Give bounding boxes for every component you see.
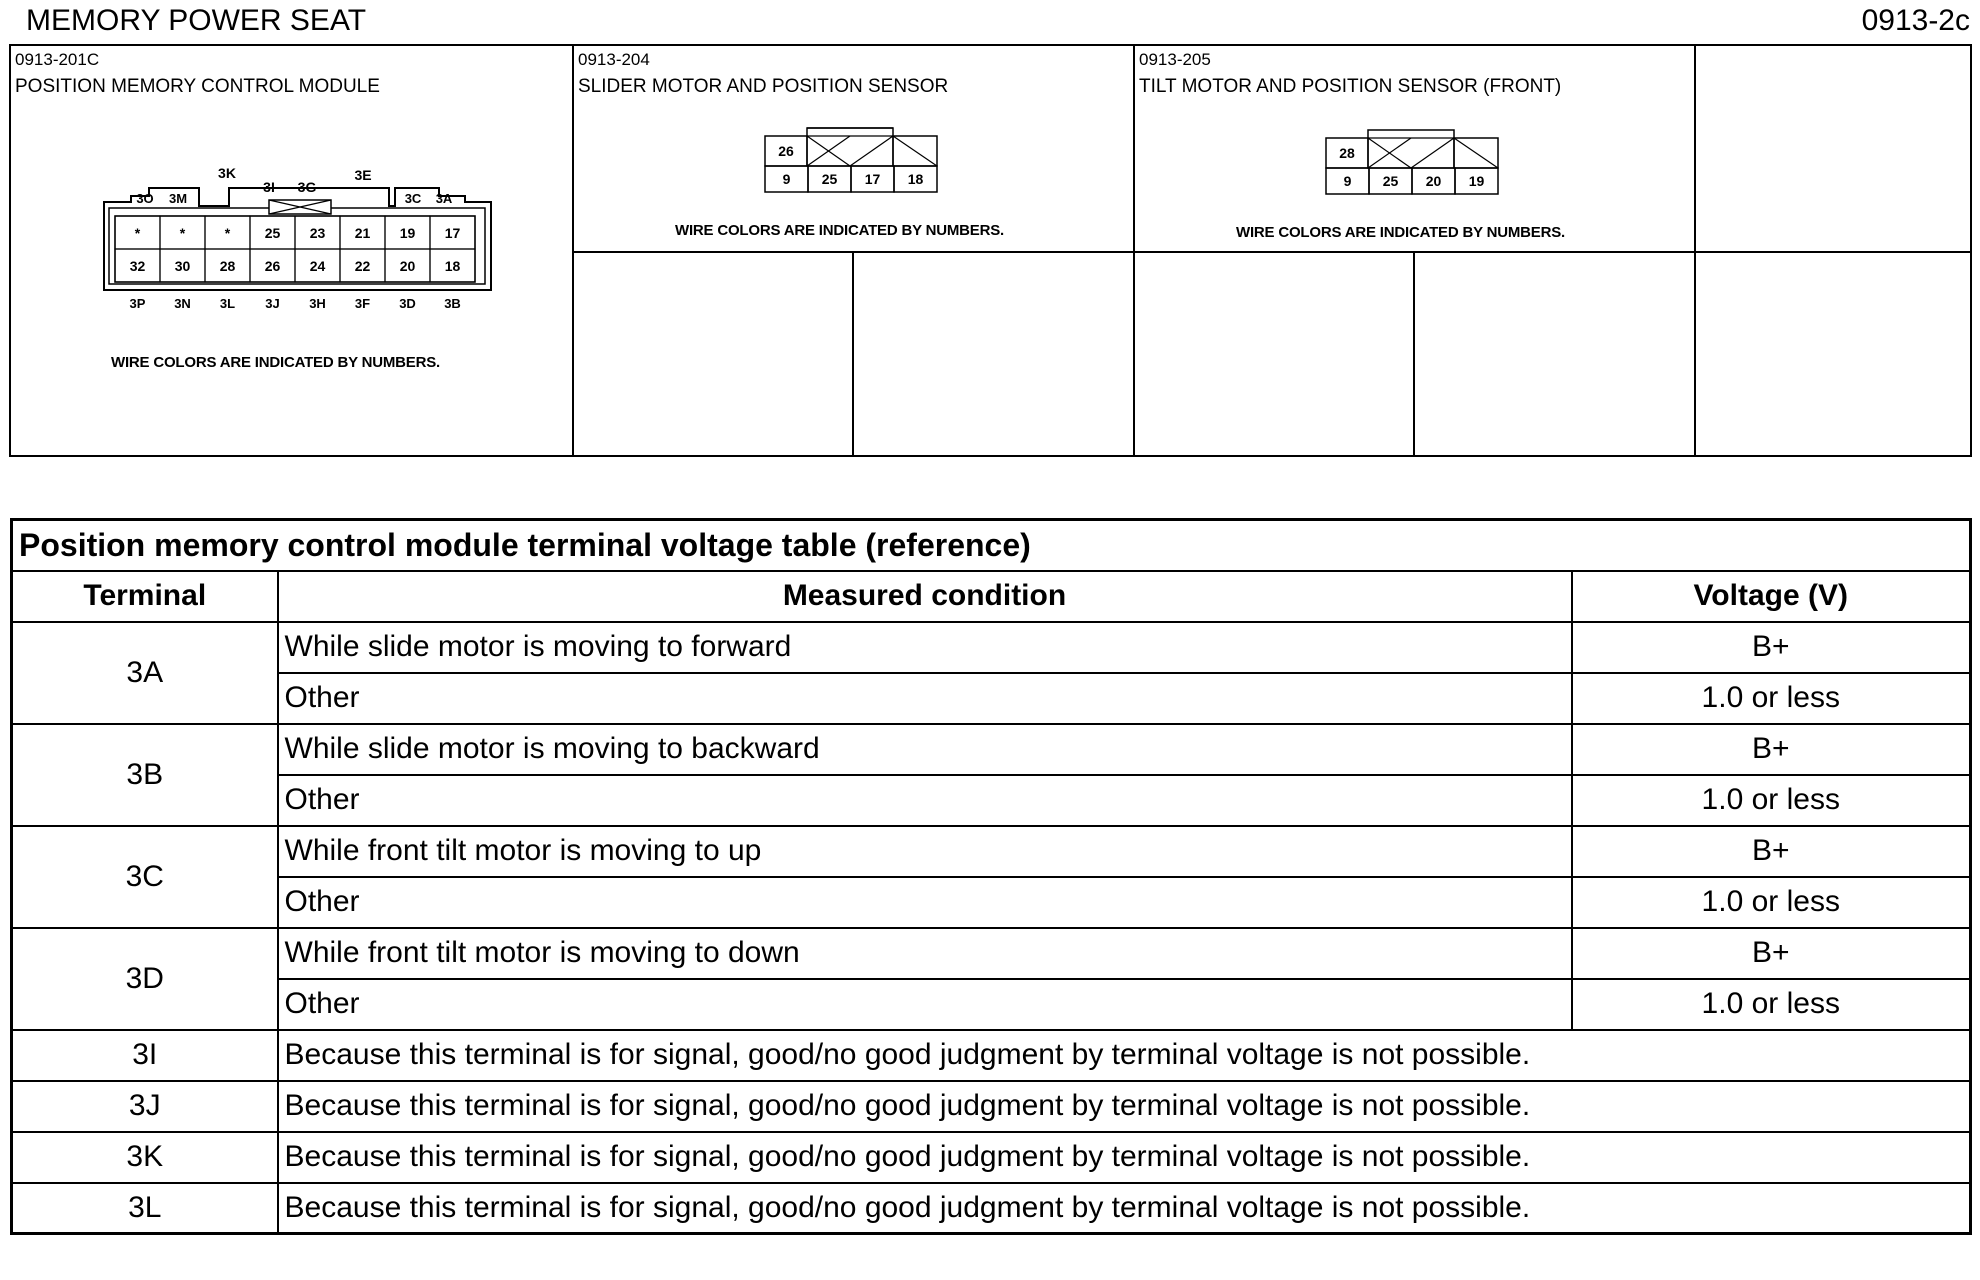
condition-cell: While slide motor is moving to forward xyxy=(278,622,1572,673)
terminal-cell: 3I xyxy=(12,1030,278,1081)
pin-number: 17 xyxy=(444,225,461,241)
pin-number: 19 xyxy=(1468,173,1485,189)
divider xyxy=(852,251,854,455)
connector-title: SLIDER MOTOR AND POSITION SENSOR xyxy=(578,76,949,97)
condition-cell: Other xyxy=(278,877,1572,928)
voltage-cell: 1.0 or less xyxy=(1572,979,1971,1030)
pin-number: 9 xyxy=(1343,173,1352,189)
pin-number: 18 xyxy=(444,258,461,274)
table-row xyxy=(12,1183,1971,1234)
pin-label: 3C xyxy=(404,191,422,206)
connector-diagram-pmcm xyxy=(99,158,499,328)
connector-title: TILT MOTOR AND POSITION SENSOR (FRONT) xyxy=(1139,76,1562,97)
pin-number: 26 xyxy=(264,258,281,274)
page-code: 0913-2c xyxy=(1861,4,1970,37)
pin-label: 3D xyxy=(399,296,416,311)
condition-cell: While front tilt motor is moving to up xyxy=(278,826,1572,877)
connector-code: 0913-201C xyxy=(15,50,100,69)
terminal-cell: 3B xyxy=(12,724,278,826)
pin-label: 3I xyxy=(263,179,275,195)
connector-diagram-slider xyxy=(763,124,943,204)
note-cell: Because this terminal is for signal, good/no good judgment by terminal voltage is not possible. xyxy=(278,1030,1971,1081)
table-row xyxy=(12,826,1971,877)
voltage-cell: 1.0 or less xyxy=(1572,775,1971,826)
connector-note: WIRE COLORS ARE INDICATED BY NUMBERS. xyxy=(111,354,441,371)
pin-number: 32 xyxy=(129,258,146,274)
condition-cell: While front tilt motor is moving to down xyxy=(278,928,1572,979)
pin-label: 3O xyxy=(136,191,154,206)
pin-number: 20 xyxy=(1425,173,1442,189)
terminal-cell: 3L xyxy=(12,1183,278,1234)
terminal-cell: 3K xyxy=(12,1132,278,1183)
condition-cell: Other xyxy=(278,979,1572,1030)
note-cell: Because this terminal is for signal, good/no good judgment by terminal voltage is not possible. xyxy=(278,1183,1971,1234)
pin-number: 24 xyxy=(309,258,326,274)
table-row xyxy=(12,724,1971,775)
pin-label: 3F xyxy=(354,296,371,311)
terminal-cell: 3D xyxy=(12,928,278,1030)
pin-number: 26 xyxy=(778,143,794,159)
pin-label: 3J xyxy=(265,296,280,311)
voltage-table xyxy=(10,518,1972,1235)
pin-label: 3N xyxy=(174,296,191,311)
voltage-cell: 1.0 or less xyxy=(1572,877,1971,928)
condition-cell: While slide motor is moving to backward xyxy=(278,724,1572,775)
pin-number: 9 xyxy=(782,171,791,187)
pin-label: 3H xyxy=(309,296,326,311)
connector-diagram-tilt xyxy=(1324,126,1504,206)
pin-number: 28 xyxy=(219,258,236,274)
header-terminal: Terminal xyxy=(12,571,278,622)
condition-cell: Other xyxy=(278,673,1572,724)
connector-code: 0913-204 xyxy=(578,50,650,69)
connector-frame xyxy=(9,44,1972,457)
pin-number: * xyxy=(134,225,141,241)
connector-note: WIRE COLORS ARE INDICATED BY NUMBERS. xyxy=(675,222,1005,239)
connector-code: 0913-205 xyxy=(1139,50,1211,69)
connector-housing-inner xyxy=(109,208,485,284)
condition-cell: Other xyxy=(278,775,1572,826)
table-row xyxy=(12,673,1971,724)
pin-number: * xyxy=(224,225,231,241)
divider xyxy=(572,251,1970,253)
terminal-cell: 3A xyxy=(12,622,278,724)
table-row xyxy=(12,979,1971,1030)
pin-label: 3B xyxy=(444,296,461,311)
voltage-cell: B+ xyxy=(1572,826,1971,877)
pin-label: 3P xyxy=(129,296,146,311)
table-row xyxy=(12,775,1971,826)
pin-number: 23 xyxy=(309,225,326,241)
connector-title: POSITION MEMORY CONTROL MODULE xyxy=(15,76,380,97)
pin-number: 30 xyxy=(174,258,191,274)
terminal-cell: 3J xyxy=(12,1081,278,1132)
pin-label: 3E xyxy=(354,167,372,183)
divider xyxy=(1413,251,1415,455)
pin-number: 19 xyxy=(399,225,416,241)
table-title: Position memory control module terminal voltage table (reference) xyxy=(12,520,1971,571)
table-row xyxy=(12,1030,1971,1081)
note-cell: Because this terminal is for signal, good/no good judgment by terminal voltage is not possible. xyxy=(278,1132,1971,1183)
table-row xyxy=(12,877,1971,928)
pin-number: 20 xyxy=(399,258,416,274)
terminal-cell: 3C xyxy=(12,826,278,928)
voltage-cell: B+ xyxy=(1572,928,1971,979)
pin-number: 17 xyxy=(864,171,881,187)
pin-number: 22 xyxy=(354,258,371,274)
pin-number: 25 xyxy=(821,171,838,187)
pin-label: 3M xyxy=(168,191,188,206)
pin-label: 3A xyxy=(435,191,453,206)
pin-number: 18 xyxy=(907,171,924,187)
pin-label: 3G xyxy=(297,179,317,195)
page-title: MEMORY POWER SEAT xyxy=(26,4,367,37)
voltage-cell: B+ xyxy=(1572,724,1971,775)
voltage-cell: 1.0 or less xyxy=(1572,673,1971,724)
pin-number: 25 xyxy=(264,225,281,241)
pin-number: 21 xyxy=(354,225,371,241)
header-condition: Measured condition xyxy=(278,571,1572,622)
table-row xyxy=(12,1081,1971,1132)
connector-note: WIRE COLORS ARE INDICATED BY NUMBERS. xyxy=(1236,224,1566,241)
table-row xyxy=(12,622,1971,673)
pin-label: 3K xyxy=(218,165,236,181)
table-row xyxy=(12,928,1971,979)
note-cell: Because this terminal is for signal, good/no good judgment by terminal voltage is not possible. xyxy=(278,1081,1971,1132)
table-row xyxy=(12,1132,1971,1183)
pin-number: 25 xyxy=(1382,173,1399,189)
pin-number: 28 xyxy=(1339,145,1355,161)
pin-label: 3L xyxy=(219,296,236,311)
voltage-cell: B+ xyxy=(1572,622,1971,673)
pin-number: * xyxy=(179,225,186,241)
header-voltage: Voltage (V) xyxy=(1572,571,1971,622)
